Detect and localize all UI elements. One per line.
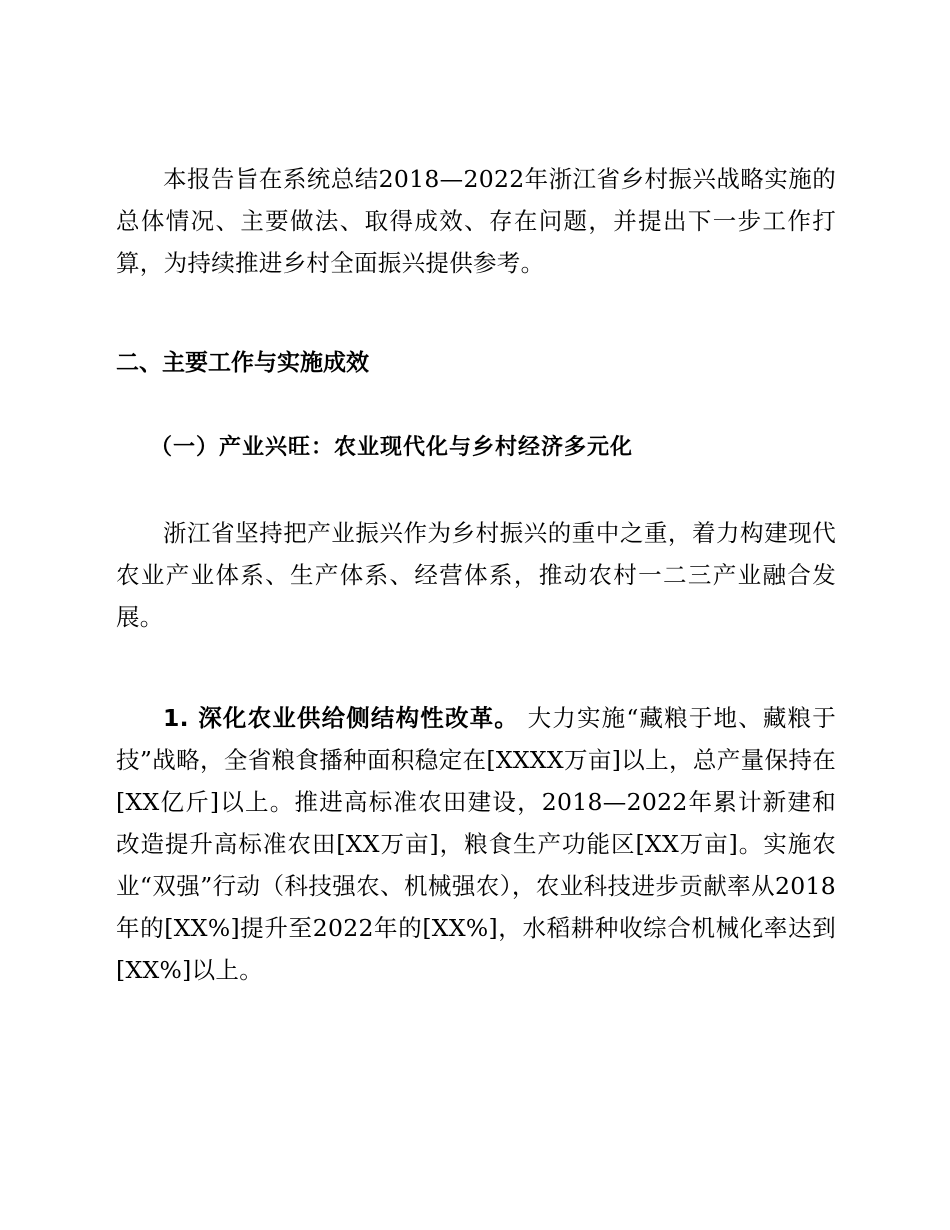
intro-paragraph: 本报告旨在系统总结2018—2022年浙江省乡村振兴战略实施的总体情况、主要做法、取得成效、存在问题，并提出下一步工作打算，为持续推进乡村全面振兴提供参考。 xyxy=(116,165,836,277)
item-1-paragraph xyxy=(116,697,836,991)
item-1-body: 大力实施“藏粮于地、藏粮于技”战略，全省粮食播种面积稳定在[XXXX万亩]以上，总产量保持在[XX亿斤]以上。推进高标准农田建设，2018—2022年累计新建和改造提升高标准农田[XX万亩]，粮食生产功能区[XX万亩]。实施农业“双强”行动（科技强农、机械强农），农业科技进步贡献率从2018年的[XX%]提升至2022年的[XX%]，水稻耕种收综合机械化率达到[XX%]以上。 xyxy=(116,704,837,984)
section-heading: 二、主要工作与实施成效 xyxy=(116,350,369,376)
item-1-lead: 1. 深化农业供给侧结构性改革。 xyxy=(163,704,519,732)
subsection-paragraph: 浙江省坚持把产业振兴作为乡村振兴的重中之重，着力构建现代农业产业体系、生产体系、经营体系，推动农村一二三产业融合发展。 xyxy=(116,519,836,631)
subsection-heading: （一）产业兴旺：农业现代化与乡村经济多元化 xyxy=(150,435,634,460)
